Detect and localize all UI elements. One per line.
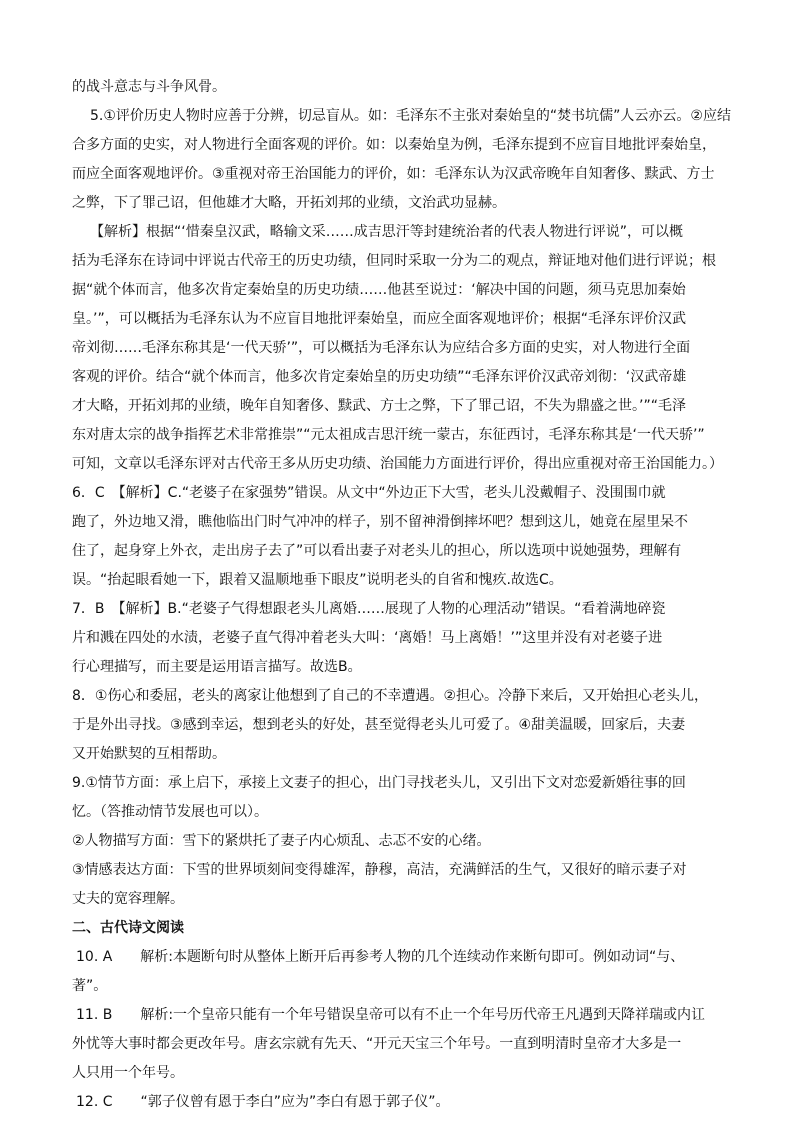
text-line: ②人物描写方面：雪下的紧烘托了妻子内心烦乱、忐忑不安的心绪。 — [72, 833, 491, 849]
text-line: 跑了，外边地又滑，瞧他临出门时气冲冲的样子，别不留神滑倒摔坏吧？想到这儿，她竟在屋里呆不 — [72, 514, 688, 530]
text-line: 11. B 解析:一个皇帝只能有一个年号错误皇帝可以有不止一个年号历代帝王凡遇到天降祥瑞或内讧 — [76, 1007, 706, 1023]
text-line: 行心理描写，而主要是运用语言描写。故选B。 — [72, 659, 362, 675]
text-line: 6．C 【解析】C.“老婆子在家强势”错误。从文中“外边正下大雪，老头儿没戴帽子、没围围巾就 — [72, 485, 666, 501]
text-line: 【解析】根据“‘惜秦皇汉武，略输文采……成吉思汗等封建统治者的代表人物进行评说”，可以概 — [90, 224, 683, 240]
text-line: 又开始默契的互相帮助。 — [72, 746, 226, 762]
text-line: 外忧等大事时都会更改年号。唐玄宗就有先天、“开元天宝三个年号。一直到明清时皇帝才大多是一 — [72, 1036, 682, 1052]
text-line: 5.①评价历史人物时应善于分辨，切忌盲从。如：毛泽东不主张对秦始皇的“焚书坑儒”人云亦云。②应结 — [90, 108, 731, 124]
text-line: 据“就个体而言，他多次肯定秦始皇的历史功绩……他甚至说过：‘解决中国的问题，须马克思加秦始 — [72, 282, 686, 298]
text-line: 东对唐太宗的战争指挥艺术非常推崇”“元太祖成吉思汗统一蒙古，东征西讨，毛泽东称其是‘一代天骄’” — [72, 427, 705, 443]
text-line: 著”。 — [72, 978, 108, 994]
text-line: 客观的评价。结合“就个体而言，他多次肯定秦始皇的历史功绩”“毛泽东评价汉武帝刘彻：‘汉武帝雄 — [72, 369, 687, 385]
text-line: 的战斗意志与斗争风骨。 — [72, 79, 226, 95]
text-line: 括为毛泽东在诗词中评说古代帝王的历史功绩，但同时采取一分为二的观点，辩证地对他们进行评说；根 — [72, 253, 716, 269]
text-line: 9.①情节方面：承上启下，承接上文妻子的担心，出门寻找老头儿，又引出下文对恋爱新婚往事的回 — [72, 775, 686, 791]
text-line: 10. A 解析:本题断句时从整体上断开后再参考人物的几个连续动作来断句即可。例如动词“与、 — [76, 949, 685, 965]
text-line: 才大略，开拓刘邦的业绩，晚年自知奢侈、黩武、方士之弊，下了罪己诏，不失为鼎盛之世。’”“毛泽 — [72, 398, 686, 414]
text-line: 于是外出寻找。③感到幸运，想到老头的好处，甚至觉得老头儿可爱了。④甜美温暖，回家后，夫妻 — [72, 717, 686, 733]
text-line: 12. C “郭子仪曾有恩于李白”应为”李白有恩于郭子仪”。 — [76, 1094, 450, 1110]
text-line: ③情感表达方面：下雪的世界顷刻间变得雄浑，静穆，高洁，充满鲜活的生气，又很好的暗示妻子对 — [72, 862, 687, 878]
text-line: 帝刘彻……毛泽东称其是‘一代天骄’”，可以概括为毛泽东认为应结合多方面的史实，对人物进行全面 — [72, 340, 691, 356]
text-line: 可知，文章以毛泽东评对古代帝王多从历史功绩、治国能力方面进行评价，得出应重视对帝王治国能力。） — [72, 456, 723, 472]
text-line: 而应全面客观地评价。③重视对帝王治国能力的评价，如：毛泽东认为汉武帝晚年自知奢侈、黩武、方士 — [72, 166, 715, 182]
text-line: 7．B 【解析】B.“老婆子气得想跟老头儿离婚……展现了人物的心理活动”错误。“看着满地碎瓷 — [72, 601, 666, 617]
text-line: 合多方面的史实，对人物进行全面客观的评价。如：以秦始皇为例，毛泽东提到不应盲目地批评秦始皇， — [72, 137, 716, 153]
text-line: 人只用一个年号。 — [72, 1065, 184, 1081]
text-line: 皇。’”，可以概括为毛泽东认为不应盲目地批评秦始皇，而应全面客观地评价；根据“毛泽东评价汉武 — [72, 311, 686, 327]
section-heading: 二、古代诗文阅读 — [72, 920, 184, 936]
text-line: 住了，起身穿上外衣，走出房子去了”可以看出妻子对老头儿的担心，所以选项中说她强势，理解有 — [72, 543, 682, 559]
text-line: 丈夫的宽容理解。 — [72, 891, 184, 907]
text-line: 忆。（答推动情节发展也可以）。 — [72, 804, 268, 820]
text-line: 之弊，下了罪己诏，但他雄才大略，开拓刘邦的业绩，文治武功显赫。 — [72, 195, 506, 211]
text-line: 片和溅在四处的水渍，老婆子直气得冲着老头大叫：‘离婚！马上离婚！’”这里并没有对老婆子进 — [72, 630, 663, 646]
text-line: 误。“抬起眼看她一下，跟着又温顺地垂下眼皮”说明老头的自省和愧疚.故选C。 — [72, 572, 563, 588]
text-line: 8．①伤心和委屈，老头的离家让他想到了自己的不幸遭遇。②担心。冷静下来后，又开始担心老头儿， — [72, 688, 709, 704]
